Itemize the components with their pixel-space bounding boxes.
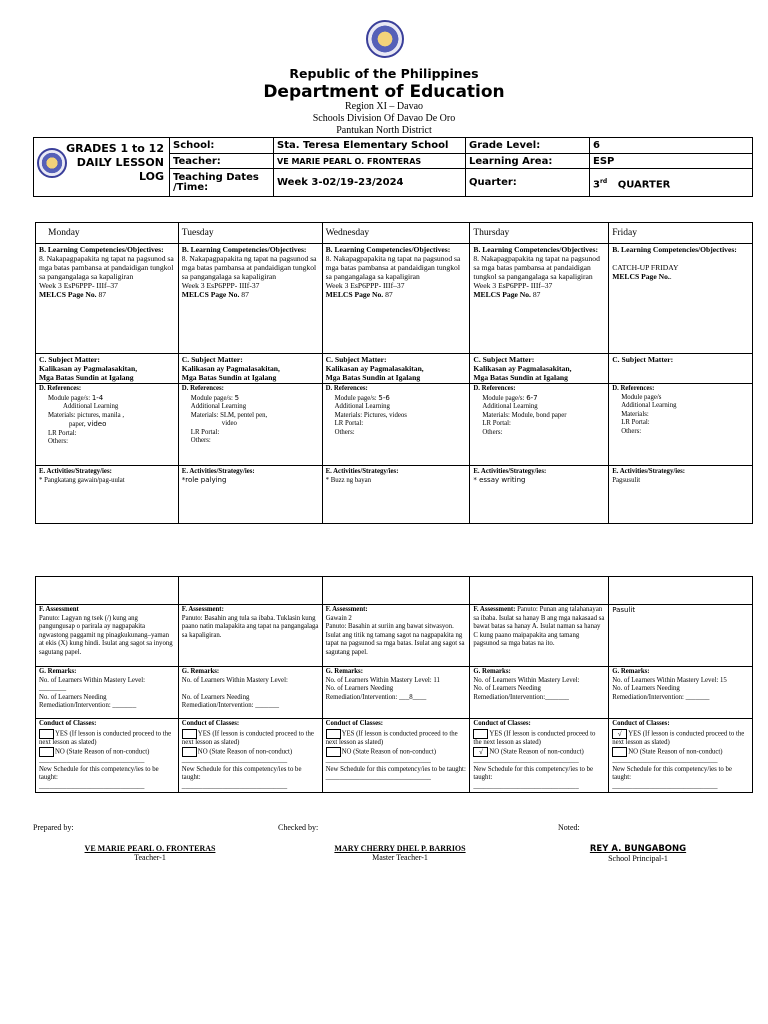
- activities-friday: E. Activities/Strategy/ies: Pagsusulit: [609, 466, 753, 524]
- quarter-label: Quarter:: [466, 169, 590, 197]
- remarks-thursday: G. Remarks: No. of Learners Within Mastery Level: No. of Learners Needing Remediation/Intervention:_______: [470, 667, 609, 719]
- noted-label: Noted:: [558, 823, 580, 832]
- no-checkbox[interactable]: [326, 747, 341, 757]
- assessment-wednesday: F. Assessment: Gawain 2 Panuto: Basahin at suriin ang bawat sitwasyon. Isulat ang titik ng tamang sagot na nagpapakita ng tapat na pagsunod sa mga batas. Isulat ang sagot sa sagutang papel.: [322, 605, 470, 667]
- principal-signature: [548, 844, 728, 863]
- assessment-thursday: F. Assessment: Panuto: Punan ang talahanayan sa ibaba. Isulat sa hanay B ang mga nakasaad sa bawat batas sa hanay A. Isulat naman sa hanay C kung paano maipapakita ang tamang pagsunod sa mga batas na ito.: [470, 605, 609, 667]
- day-tuesday: Tuesday: [178, 223, 322, 244]
- references-friday: D. References: Module page/s Additional Learning Materials: LR Portal: Others:: [609, 384, 753, 466]
- references-tuesday: D. References: Module page/s: 5 Additional Learning Materials: SLM, pentel pen, video LR Portal: Others:: [178, 384, 322, 466]
- subject-monday: C. Subject Matter: Kalikasan ay Pagmalasakitan, Mga Batas Sundin at Igalang: [36, 354, 179, 384]
- school-value: Sta. Teresa Elementary School: [274, 138, 466, 154]
- log-title-line3: LOG: [139, 170, 164, 183]
- principal-role: School Principal-1: [608, 854, 668, 863]
- objectives-monday: B. Learning Competencies/Objectives: 8. Nakapagpapakita ng tapat na pagsunod sa mga batas pambansa at pandaidigan tungkol sa pangangalaga sa kapaligiran Week 3 EsP6PPP- IIIf–37 MELCS Page No. 87: [36, 244, 179, 354]
- weekly-table-top: [35, 222, 753, 524]
- objectives-tuesday: B. Learning Competencies/Objectives: 8. Nakapagpapakita ng tapat na pagsunod sa mga batas pambansa at pandaidigan tungkol sa pangangalaga sa kapaligiran Week 3 EsP6PPP- IIIf-37 MELCS Page No. 87: [178, 244, 322, 354]
- activities-thursday: E. Activities/Strategy/ies: * essay writing: [470, 466, 609, 524]
- references-wednesday: D. References: Module page/s: 5-6 Additional Learning Materials: Pictures, videos LR Portal: Others:: [322, 384, 470, 466]
- yes-checkbox[interactable]: [182, 729, 197, 739]
- remarks-tuesday: G. Remarks: No. of Learners Within Mastery Level: No. of Learners Needing Remediation/Intervention: _______: [178, 667, 322, 719]
- quarter-value: 3rd QUARTER: [590, 169, 753, 197]
- dates-value: Week 3-02/19-23/2024: [274, 169, 466, 197]
- conduct-tuesday: Conduct of Classes: YES (If lesson is conducted proceed to the next lesson as slated) NO (State Reason of non-conduct) _______________________________ New Schedule for this competency/ies to be taught: _______________________________: [178, 719, 322, 793]
- assessment-friday: Pasulit: [609, 605, 753, 667]
- department-heading: Department of Education: [263, 82, 505, 102]
- blank-cell: [322, 577, 470, 605]
- yes-checkbox-checked[interactable]: √: [612, 729, 627, 739]
- references-thursday: D. References: Module page/s: 6-7 Additional Learning Materials: Module, bond paper LR Portal: Others:: [470, 384, 609, 466]
- log-title-line2: DAILY LESSON: [76, 156, 164, 169]
- conduct-friday: Conduct of Classes: √ YES (If lesson is conducted proceed to the next lesson as slated) NO (State Reason of non-conduct) _______________________________ New Schedule for this competency/ies to be taught: _______________________________: [609, 719, 753, 793]
- conduct-wednesday: Conduct of Classes: YES (If lesson is conducted proceed to the next lesson as slated) NO (State Reason of non-conduct) _______________________________ New Schedule for this competency/ies to be taught: _______________________________: [322, 719, 470, 793]
- subject-friday: C. Subject Matter:: [609, 354, 753, 384]
- blank-cell: [470, 577, 609, 605]
- grade-label: Grade Level:: [466, 138, 590, 154]
- grade-value: 6: [590, 138, 753, 154]
- log-title-line1: GRADES 1 to 12: [66, 142, 164, 155]
- master-signature: [310, 844, 490, 862]
- objectives-thursday: B. Learning Competencies/Objectives: 8. Nakapagpapakita ng tapat na pagsunod sa mga batas pambansa at pandaidigan tungkol sa pangangalaga sa kapaligiran Week 3 EsP6PPP- IIIf–37 MELCS Page No. 87: [470, 244, 609, 354]
- assessment-tuesday: F. Assessment: Panuto: Basahin ang tula sa ibaba. Tuklasin kung paano natin malapakita ang tapat na pangangalaga sa kapaligiran.: [178, 605, 322, 667]
- objectives-wednesday: B. Learning Competencies/Objectives: 8. Nakapagpapakita ng tapat na pagsunod sa mga batas pambansa at pandaidigan tungkol sa pangangalaga sa kapaligiran Week 3 EsP6PPP- IIIf–37 MELCS Page No. 87: [322, 244, 470, 354]
- info-table: [169, 137, 753, 197]
- subject-tuesday: C. Subject Matter: Kalikasan ay Pagmalasakitan, Mga Batas Sundin at Igalang: [178, 354, 322, 384]
- conduct-thursday: Conduct of Classes: YES (If lesson is conducted proceed to the next lesson as slated) √ NO (State Reason of non-conduct) _______________________________ New Schedule for this competency/ies to be taught: _______________________________: [470, 719, 609, 793]
- day-thursday: Thursday: [470, 223, 609, 244]
- blank-cell: [609, 577, 753, 605]
- blank-cell: [36, 577, 179, 605]
- republic-heading: Republic of the Philippines: [289, 66, 479, 81]
- district-line: Pantukan North District: [336, 125, 432, 136]
- objectives-friday: B. Learning Competencies/Objectives: CATCH-UP FRIDAY MELCS Page No..: [609, 244, 753, 354]
- dates-label: Teaching Dates /Time:: [170, 169, 274, 197]
- prepared-label: Prepared by:: [33, 823, 74, 832]
- teacher-name: VE MARIE PEARL O. FRONTERAS: [84, 844, 216, 853]
- school-label: School:: [170, 138, 274, 154]
- yes-checkbox[interactable]: [473, 729, 488, 739]
- area-label: Learning Area:: [466, 153, 590, 169]
- master-role: Master Teacher-1: [372, 853, 428, 862]
- weekly-table-bottom: [35, 576, 753, 793]
- principal-name: REY A. BUNGABONG: [589, 844, 687, 854]
- subject-thursday: C. Subject Matter: Kalikasan ay Pagmalasakitan, Mga Batas Sundin at Igalang: [470, 354, 609, 384]
- area-value: ESP: [590, 153, 753, 169]
- blank-cell: [178, 577, 322, 605]
- remarks-monday: G. Remarks: No. of Learners Within Mastery Level: ________ No. of Learners Needing Remediation/Intervention: _______: [36, 667, 179, 719]
- subject-wednesday: C. Subject Matter: Kalikasan ay Pagmalasakitan, Mga Batas Sundin at Igalang: [322, 354, 470, 384]
- checked-label: Checked by:: [278, 823, 319, 832]
- assessment-monday: F. Assessment Panuto: Lagyan ng tsek (/) kung ang pangungusap o parirala ay nagpapakita ngwastong paggamit ng pinagkukunang–yaman at ekis (X) kung hindi. Isulat ang sagot sa inyong sagutang papel.: [36, 605, 179, 667]
- day-friday: Friday: [609, 223, 753, 244]
- no-checkbox-checked[interactable]: √: [473, 747, 488, 757]
- references-monday: D. References: Module page/s: 1-4 Additional Learning Materials: pictures, manila , paper, video LR Portal: Others:: [36, 384, 179, 466]
- day-wednesday: Wednesday: [322, 223, 470, 244]
- teacher-label: Teacher:: [170, 153, 274, 169]
- no-checkbox[interactable]: [39, 747, 54, 757]
- conduct-monday: Conduct of Classes: YES (If lesson is conducted proceed to the next lesson as slated) NO (State Reason of non-conduct) _______________________________ New Schedule for this competency/ies to be taught: _______________________________: [36, 719, 179, 793]
- division-line: Schools Division Of Davao De Oro: [312, 113, 456, 124]
- region-line: Region XI – Davao: [344, 101, 424, 112]
- teacher-role: Teacher-1: [134, 853, 166, 862]
- no-checkbox[interactable]: [182, 747, 197, 757]
- activities-tuesday: E. Activities/Strategy/ies: *role palying: [178, 466, 322, 524]
- remarks-friday: G. Remarks: No. of Learners Within Mastery Level: 15 No. of Learners Needing Remediation/Intervention: _______: [609, 667, 753, 719]
- no-checkbox[interactable]: [612, 747, 627, 757]
- teacher-signature: [60, 844, 240, 862]
- master-name: MARY CHERRY DHEL P. BARRIOS: [334, 844, 466, 853]
- log-title-box: [33, 137, 170, 197]
- remarks-wednesday: G. Remarks: No. of Learners Within Mastery Level: 11 No. of Learners Needing Remediation/Intervention: ___8____: [322, 667, 470, 719]
- teacher-value: VE MARIE PEARL O. FRONTERAS: [274, 153, 466, 169]
- small-seal-icon: [37, 148, 67, 178]
- yes-checkbox[interactable]: [326, 729, 341, 739]
- deped-seal: [366, 20, 404, 58]
- activities-monday: E. Activities/Strategy/ies: * Pangkatang gawain/pag-uulat: [36, 466, 179, 524]
- day-monday: Monday: [36, 223, 179, 244]
- yes-checkbox[interactable]: [39, 729, 54, 739]
- activities-wednesday: E. Activities/Strategy/ies: * Buzz ng bayan: [322, 466, 470, 524]
